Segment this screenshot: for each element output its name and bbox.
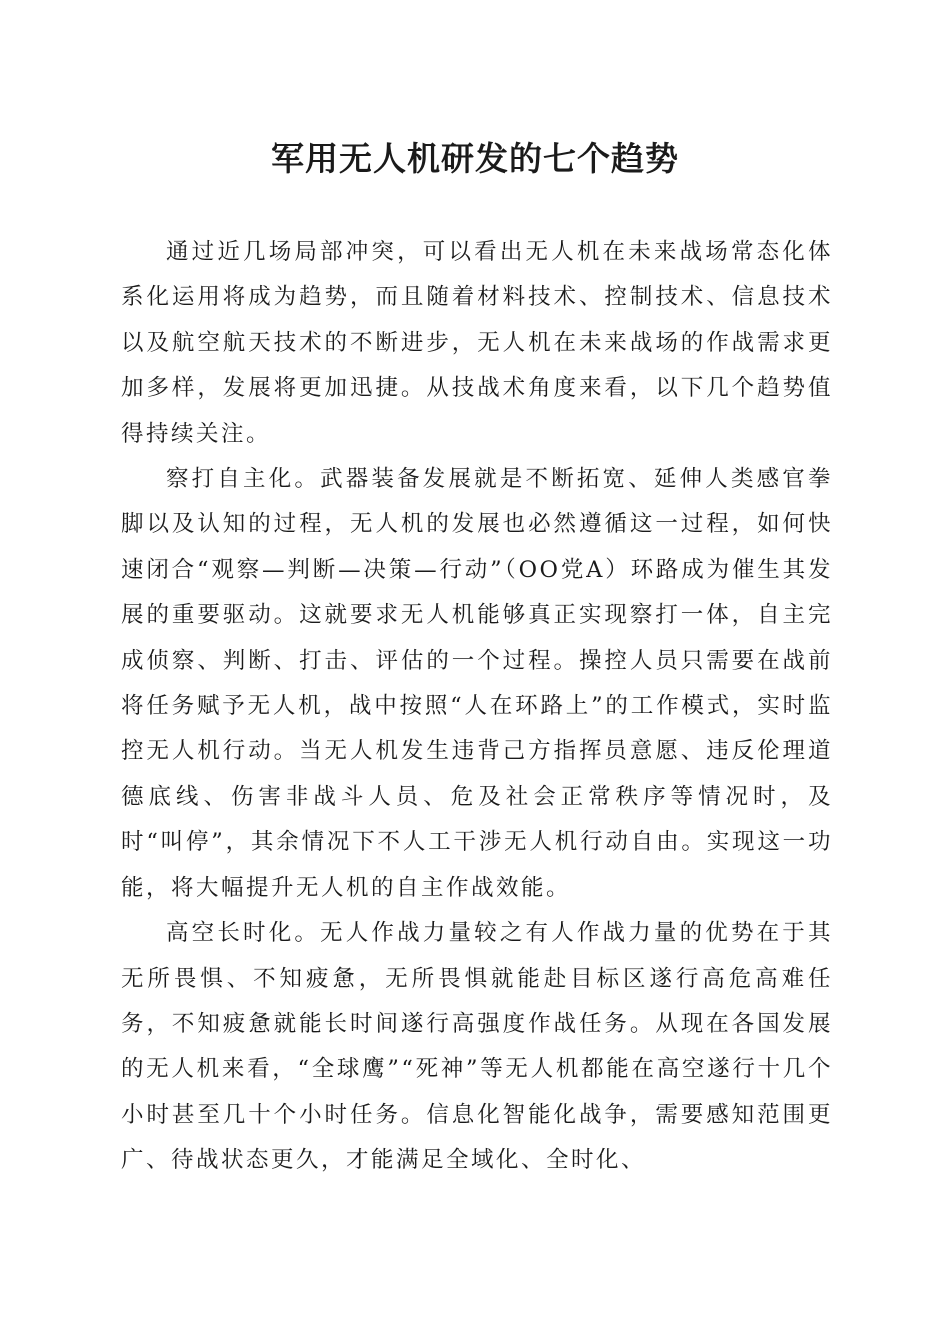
paragraph-autonomy: 察打自主化。武器装备发展就是不断拓宽、延伸人类感官拳脚以及认知的过程，无人机的发展也必然遵循这一过程，如何快速闭合“观察—判断—决策—行动”（OO党A）环路成为催生其发展的重要驱动。这就要求无人机能够真正实现察打一体，自主完成侦察、判断、打击、评估的一个过程。操控人员只需要在战前将任务赋予无人机，战中按照“人在环路上”的工作模式，实时监控无人机行动。当无人机发生违背己方指挥员意愿、违反伦理道德底线、伤害非战斗人员、危及社会正常秩序等情况时，及时“叫停”，其余情况下不人工干涉无人机行动自由。实现这一功能，将大幅提升无人机的自主作战效能。: [121, 466, 833, 901]
paragraph-intro: 通过近几场局部冲突，可以看出无人机在未来战场常态化体系化运用将成为趋势，而且随着材料技术、控制技术、信息技术以及航空航天技术的不断进步，无人机在未来战场的作战需求更加多样，发展将更加迅捷。从技战术角度来看，以下几个趋势值得持续关注。: [121, 239, 833, 447]
document-body: [121, 230, 833, 1184]
document-title: 军用无人机研发的七个趋势: [271, 139, 679, 178]
paragraph-high-altitude: 高空长时化。无人作战力量较之有人作战力量的优势在于其无所畏惧、不知疲惫，无所畏惧就能赴目标区遂行高危高难任务，不知疲惫就能长时间遂行高强度作战任务。从现在各国发展的无人机来看，“全球鹰”“死神”等无人机都能在高空遂行十几个小时甚至几十个小时任务。信息化智能化战争，需要感知范围更广、待战状态更久，才能满足全域化、全时化、: [121, 920, 833, 1174]
